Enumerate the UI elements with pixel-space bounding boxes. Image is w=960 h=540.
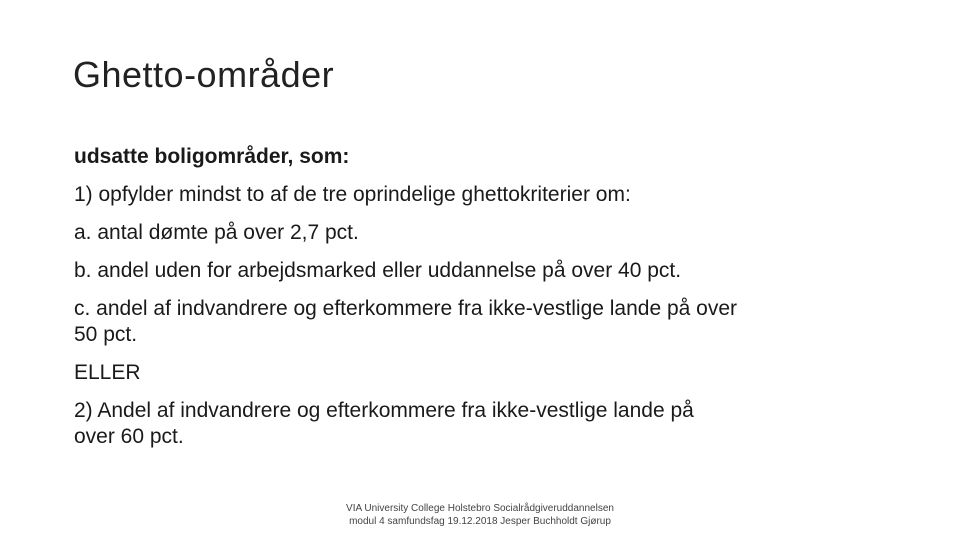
alternative-criterion-continuation-line: over 60 pct. [74,425,184,448]
alternative-criterion-line: 2) Andel af indvandrere og efterkommere fra ikke-vestlige lande på [74,399,694,422]
criteria-intro-line: 1) opfylder mindst to af de tre oprindelige ghettokriterier om: [74,183,631,206]
or-separator-line: ELLER [74,361,141,384]
criterion-b-line: b. andel uden for arbejdsmarked eller uddannelse på over 40 pct. [74,259,682,282]
slide-title: Ghetto-områder [73,54,335,95]
footer-line-institution: VIA University College Holstebro Socialrådgiveruddannelsen [346,503,614,514]
slide-body [74,144,904,462]
body-heading: udsatte boligområder, som: [74,145,350,168]
slide-footer [300,502,660,528]
criterion-c-continuation-line: 50 pct. [74,323,138,346]
criterion-c-line: c. andel af indvandrere og efterkommere fra ikke-vestlige lande på over [74,297,738,320]
criterion-a-line: a. antal dømte på over 2,7 pct. [74,221,359,244]
footer-line-module: modul 4 samfundsfag 19.12.2018 Jesper Buchholdt Gjørup [349,516,611,527]
